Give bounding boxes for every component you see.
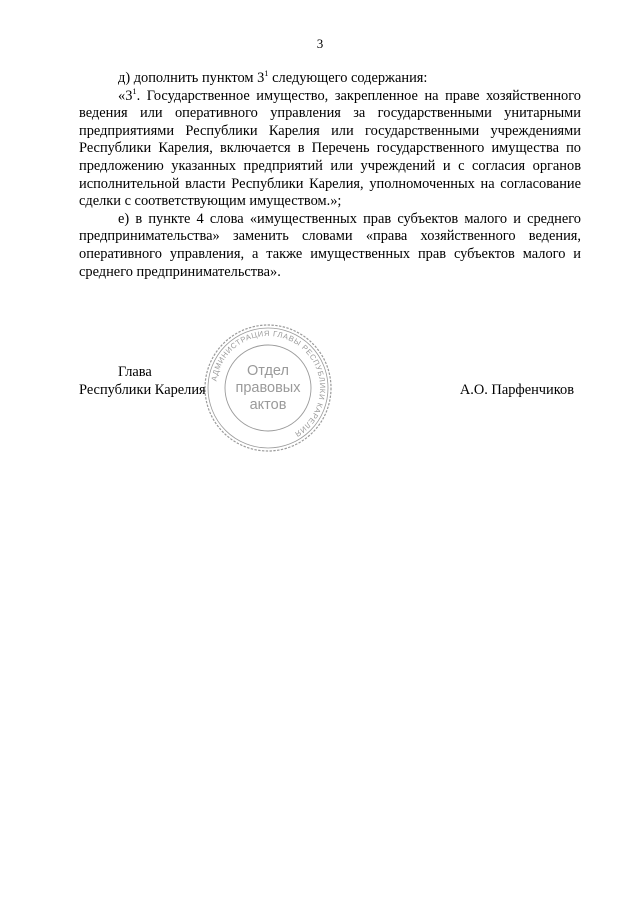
- paragraph-3-1-text: . Государственное имущество, закрепленное на праве хозяйственного ведения или оперативного управления за государственными унитарными предприятиями Республики Карелия или государственными учреждениями Республики Карелия, включается в Перечень государственного имущества по предложению указанных предприятий или учреждений и с согласия органов исполнительной власти Республики Карелия, уполномоченных на согласование сделки с соответствующим имуществом.»;: [79, 87, 581, 210]
- paragraph-3-1-open: «3: [118, 87, 133, 104]
- official-stamp: [202, 322, 334, 454]
- document-body: [79, 70, 581, 281]
- superscript: 1: [132, 85, 137, 96]
- signatory-title-line1: Глава: [118, 364, 152, 380]
- superscript: 1: [264, 68, 269, 78]
- paragraph-d-start: д) дополнить пунктом 3: [118, 70, 265, 86]
- stamp-ring-text: АДМИНИСТРАЦИЯ ГЛАВЫ РЕСПУБЛИКИ КАРЕЛИЯ: [209, 328, 328, 439]
- stamp-center-line2: правовых: [235, 379, 301, 396]
- paragraph-e: е) в пункте 4 слова «имущественных прав субъектов малого и среднего предпринимательства» заменить словами «права хозяйственного ведения, оперативного управления, а также имущественных прав субъектов малого и среднего предпринимательства».: [79, 210, 581, 280]
- stamp-center-text: [202, 322, 334, 454]
- signatory-name: А.О. Парфенчиков: [459, 382, 574, 398]
- stamp-center-line1: Отдел: [247, 362, 289, 379]
- page-number: 3: [316, 36, 324, 51]
- paragraph-d: [79, 70, 581, 88]
- stamp-center-line3: актов: [249, 396, 287, 413]
- signatory-title-line2: Республики Карелия: [79, 382, 206, 398]
- paragraph-d-end: следующего содержания:: [268, 70, 428, 86]
- paragraph-3-1: [79, 85, 581, 211]
